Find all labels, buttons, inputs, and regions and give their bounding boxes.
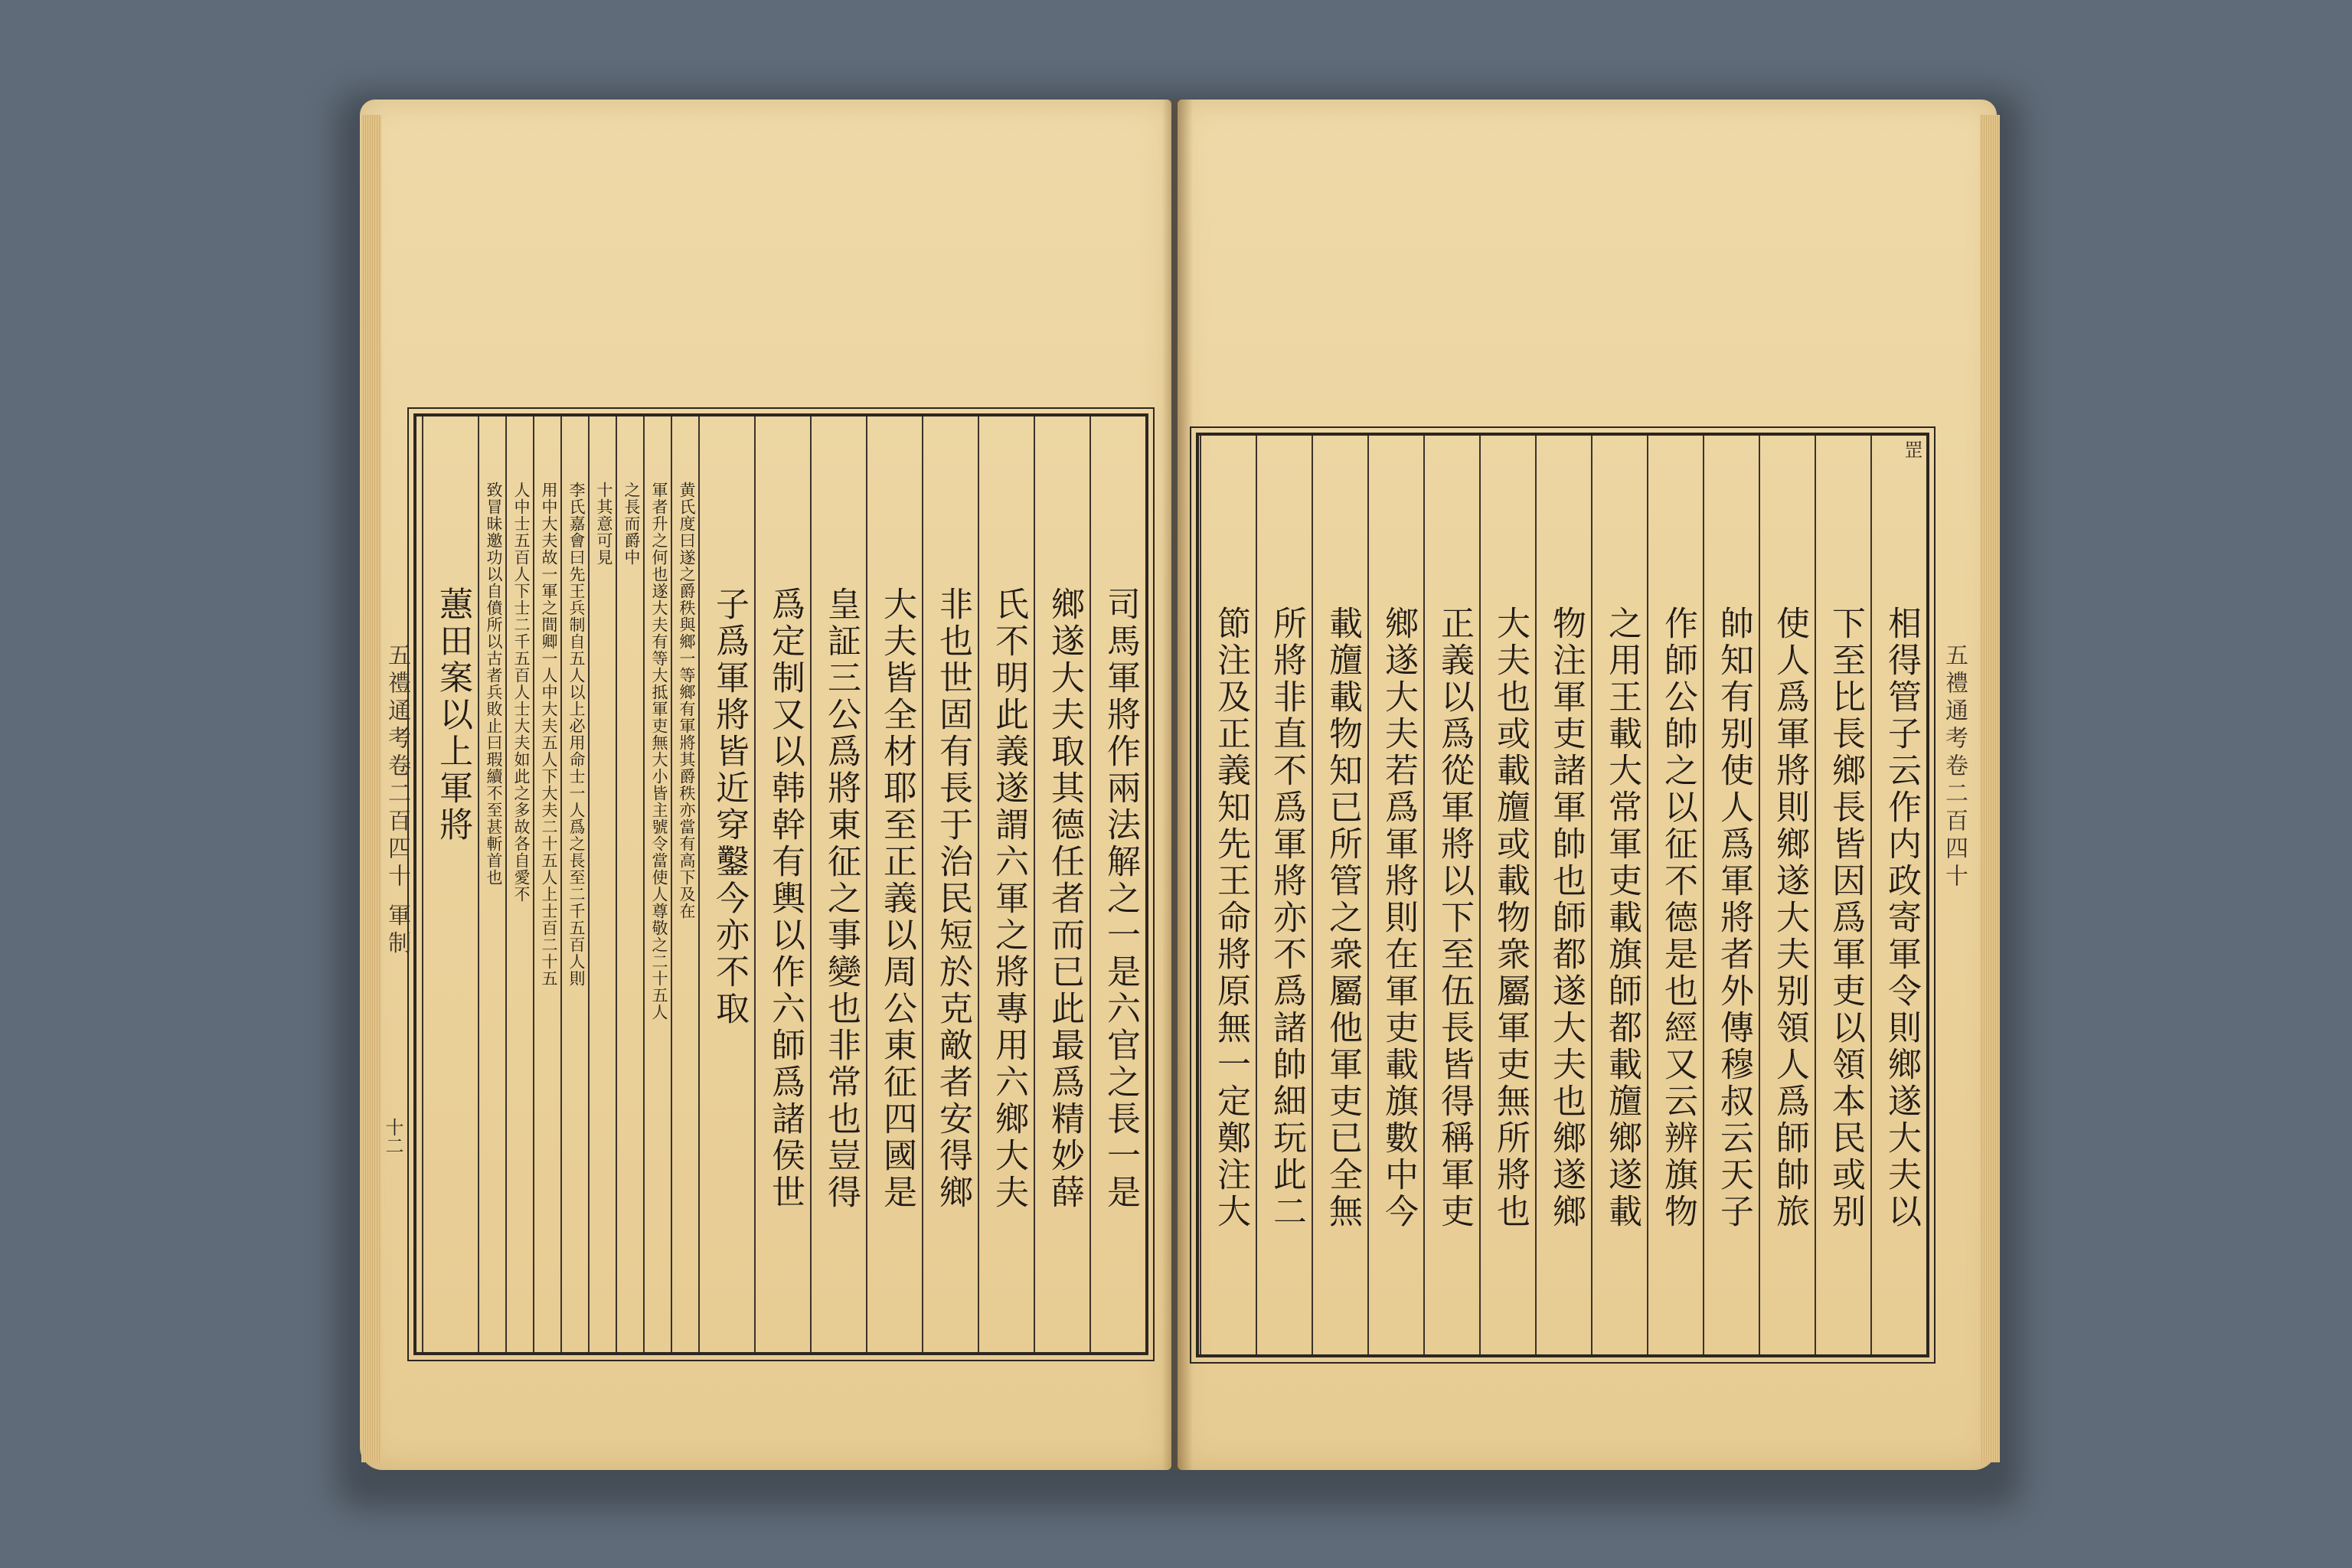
text-column: 物注軍吏諸軍帥也師都遂大夫也鄉遂鄉	[1535, 436, 1592, 1354]
text-column: 所將非直不爲軍將亦不爲諸帥細玩此二	[1256, 436, 1313, 1354]
left-spine-label: 五禮通考卷二百四十 軍制	[384, 643, 410, 959]
text-column: 節注及正義知先王命將原無一定鄭注大	[1200, 436, 1257, 1354]
right-page-edges	[1980, 115, 2000, 1462]
text-column: 帥知有别使人爲軍將者外傳穆叔云天子	[1703, 436, 1760, 1354]
commentary-column: 軍者升之何也遂大夫有等大抵軍吏無大小皆主號令當使人尊敬之二十五人	[643, 416, 672, 1352]
text-column: 氏不明此義遂謂六軍之將專用六鄉大夫	[978, 416, 1035, 1352]
text-column: 非也世固有長于治民短於克敵者安得鄉	[922, 416, 979, 1352]
text-column: 使人爲軍將則鄉遂大夫别領人爲師帥旅	[1759, 436, 1816, 1354]
commentary-column: 人中士五百人下士二千五百人士大夫如此之多故各自愛不	[505, 416, 534, 1352]
right-header-mark: 罡	[1901, 440, 1922, 459]
text-column: 正義以爲從軍將以下至伍長皆得稱軍吏	[1423, 436, 1481, 1354]
commentary-column: 黄氏度曰遂之爵秩與鄉一等鄉有軍將其爵秩亦當有高下及在	[671, 416, 700, 1352]
text-column: 皇証三公爲將東征之事變也非常也豈得	[810, 416, 867, 1352]
text-column: 之用王載大常軍吏載旗師都載旜鄉遂載	[1591, 436, 1648, 1354]
text-column: 子爲軍將皆近穿鑿今亦不取	[698, 416, 756, 1352]
text-column: 蕙田案以上軍將	[422, 416, 479, 1352]
book-gutter	[1162, 100, 1193, 1470]
text-column: 作師公帥之以征不德是也經又云辨旗物	[1647, 436, 1704, 1354]
text-column: 鄉遂大夫取其德任者而已此最爲精妙薛	[1034, 416, 1091, 1352]
commentary-column: 李氏嘉會曰先王兵制自五人以上必用命士一人爲之長至二千五百人則	[560, 416, 590, 1352]
text-column: 大夫皆全材耶至正義以周公東征四國是	[866, 416, 923, 1352]
text-column: 下至比長鄉長皆因爲軍吏以領本民或别	[1815, 436, 1872, 1354]
commentary-column: 之長而爵中	[616, 416, 645, 1352]
text-column: 爲定制又以韩幹有輿以作六師爲諸侯世	[754, 416, 812, 1352]
commentary-column: 用中大夫故一軍之間卿一人中大夫五人下大夫二十五人上士百二十五	[533, 416, 562, 1352]
text-column: 大夫也或載旜或載物衆屬軍吏無所將也	[1479, 436, 1537, 1354]
text-column: 相得管子云作内政寄軍令則鄉遂大夫以	[1870, 436, 1928, 1354]
commentary-column: 十其意可見	[588, 416, 617, 1352]
commentary-column: 致冒昧邀功以自僨所以古者兵敗止曰瑕續不至甚斬首也	[478, 416, 507, 1352]
right-text-frame	[1196, 433, 1929, 1357]
left-page-number: 十二	[382, 1118, 403, 1155]
left-text-frame	[413, 413, 1148, 1355]
text-column: 載旜載物知已所管之衆屬他軍吏已全無	[1312, 436, 1369, 1354]
text-column: 司馬軍將作兩法解之一是六官之長一是	[1089, 416, 1147, 1352]
text-column: 鄉遂大夫若爲軍將則在軍吏載旗數中今	[1367, 436, 1425, 1354]
right-spine-label: 五禮通考卷二百四十	[1941, 643, 1968, 891]
left-page-edges	[361, 115, 381, 1462]
